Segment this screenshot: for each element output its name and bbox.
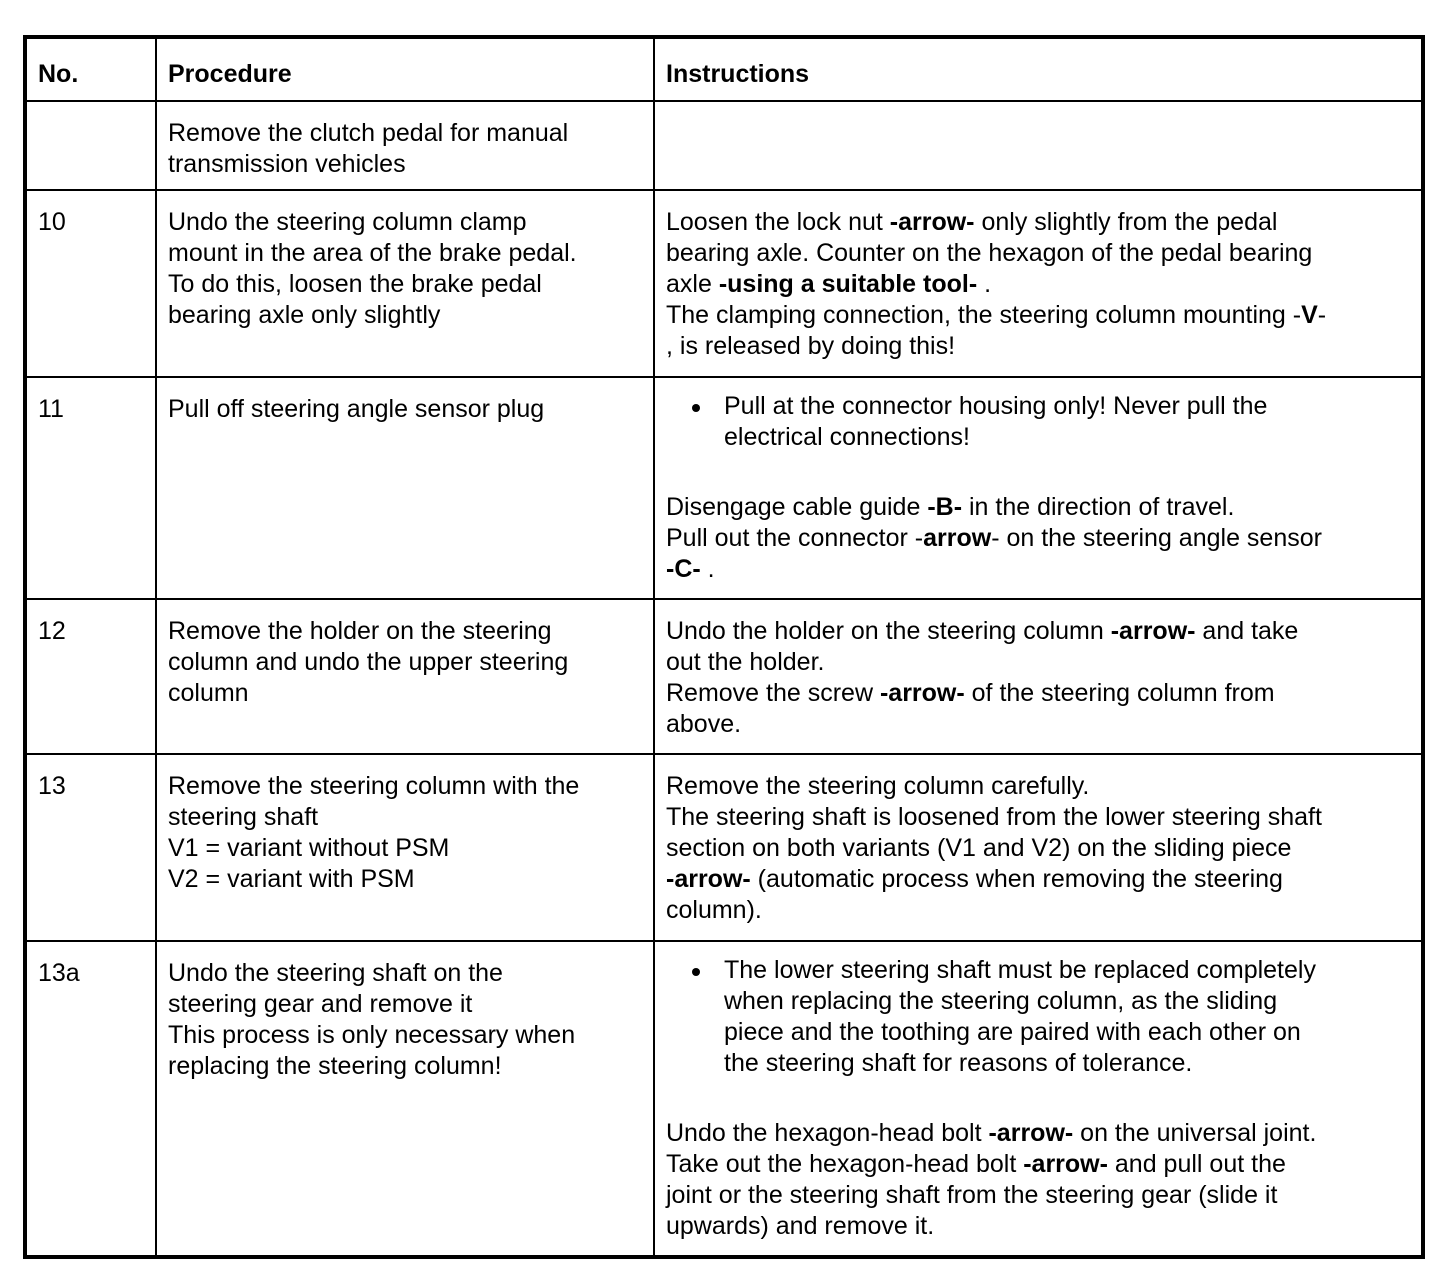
header-instructions: Instructions xyxy=(654,37,1423,101)
step-number: 13 xyxy=(25,754,156,941)
procedure-line: V1 = variant without PSM xyxy=(168,834,450,862)
procedure-line: column and undo the upper steering xyxy=(168,648,569,676)
procedure-line: steering gear and remove it xyxy=(168,990,473,1018)
table-row xyxy=(25,101,1423,190)
step-number: 12 xyxy=(25,599,156,754)
table-row xyxy=(25,754,1423,941)
procedure-cell xyxy=(156,101,654,190)
procedure-cell xyxy=(156,377,654,599)
procedure-line: Pull off steering angle sensor plug xyxy=(168,395,545,423)
instructions-cell xyxy=(654,599,1423,754)
procedure-cell xyxy=(156,754,654,941)
instruction-line: axle -using a suitable tool- . xyxy=(666,270,992,298)
procedure-line: Undo the steering shaft on the xyxy=(168,959,503,987)
instruction-line: Loosen the lock nut -arrow- only slightly from the pedal xyxy=(666,208,1278,236)
procedure-line: replacing the steering column! xyxy=(168,1052,502,1080)
procedure-line: Undo the steering column clamp xyxy=(168,208,527,236)
instruction-line: Pull out the connector -arrow- on the steering angle sensor xyxy=(666,524,1322,552)
bullet-icon xyxy=(692,404,700,412)
bullet-item: Pull at the connector housing only! Never pull the electrical connections! xyxy=(666,391,1413,453)
table-row xyxy=(25,377,1423,599)
bullet-list xyxy=(666,942,1413,1079)
procedure-line: steering shaft xyxy=(168,803,319,831)
instruction-line: Undo the hexagon-head bolt -arrow- on the universal joint. xyxy=(666,1119,1317,1147)
table-row xyxy=(25,599,1423,754)
bullet-icon xyxy=(692,968,700,976)
instruction-line: out the holder. xyxy=(666,648,825,676)
instruction-line: above. xyxy=(666,710,742,738)
instruction-line: -arrow- (automatic process when removing the steering xyxy=(666,865,1283,893)
instruction-line: -C- . xyxy=(666,555,715,583)
procedure-line: column xyxy=(168,679,249,707)
step-number: 11 xyxy=(25,377,156,599)
instruction-line: Undo the holder on the steering column -arrow- and take xyxy=(666,617,1299,645)
procedure-cell xyxy=(156,599,654,754)
table-row xyxy=(25,190,1423,377)
procedure-line: transmission vehicles xyxy=(168,150,406,178)
instruction-line: Disengage cable guide -B- in the direction of travel. xyxy=(666,493,1235,521)
instruction-line: upwards) and remove it. xyxy=(666,1212,935,1240)
procedure-line: Remove the clutch pedal for manual xyxy=(168,119,569,147)
bullet-item: The lower steering shaft must be replaced completely when replacing the steering column, as the sliding piece and the toothing are paired with each other on the steering shaft for reasons of tolerance. xyxy=(666,955,1413,1079)
procedure-line: This process is only necessary when xyxy=(168,1021,576,1049)
instructions-cell xyxy=(654,190,1423,377)
procedure-line: To do this, loosen the brake pedal xyxy=(168,270,542,298)
procedure-line: Remove the holder on the steering xyxy=(168,617,552,645)
instruction-line: bearing axle. Counter on the hexagon of the pedal bearing xyxy=(666,239,1313,267)
procedure-line: bearing axle only slightly xyxy=(168,301,441,329)
instruction-line: The steering shaft is loosened from the lower steering shaft xyxy=(666,803,1322,831)
procedure-line: Remove the steering column with the xyxy=(168,772,580,800)
step-number xyxy=(25,101,156,190)
header-row xyxy=(25,37,1423,101)
step-number: 10 xyxy=(25,190,156,377)
procedure-cell xyxy=(156,941,654,1257)
instruction-line: The clamping connection, the steering column mounting -V- xyxy=(666,301,1327,329)
instruction-line: Remove the steering column carefully. xyxy=(666,772,1090,800)
instructions-cell xyxy=(654,754,1423,941)
header-no: No. xyxy=(25,37,156,101)
bullet-list xyxy=(666,378,1413,453)
procedure-table xyxy=(23,35,1425,1259)
instructions-cell xyxy=(654,101,1423,190)
instruction-line: column). xyxy=(666,896,762,924)
instructions-cell xyxy=(654,941,1423,1257)
step-number: 13a xyxy=(25,941,156,1257)
table-row xyxy=(25,941,1423,1257)
procedure-line: V2 = variant with PSM xyxy=(168,865,415,893)
procedure-cell xyxy=(156,190,654,377)
instruction-line: , is released by doing this! xyxy=(666,332,956,360)
instruction-line: Take out the hexagon-head bolt -arrow- and pull out the xyxy=(666,1150,1286,1178)
instruction-line: joint or the steering shaft from the steering gear (slide it xyxy=(666,1181,1278,1209)
instruction-line: section on both variants (V1 and V2) on the sliding piece xyxy=(666,834,1292,862)
procedure-line: mount in the area of the brake pedal. xyxy=(168,239,577,267)
instructions-cell xyxy=(654,377,1423,599)
instruction-line: Remove the screw -arrow- of the steering column from xyxy=(666,679,1275,707)
header-procedure: Procedure xyxy=(156,37,654,101)
